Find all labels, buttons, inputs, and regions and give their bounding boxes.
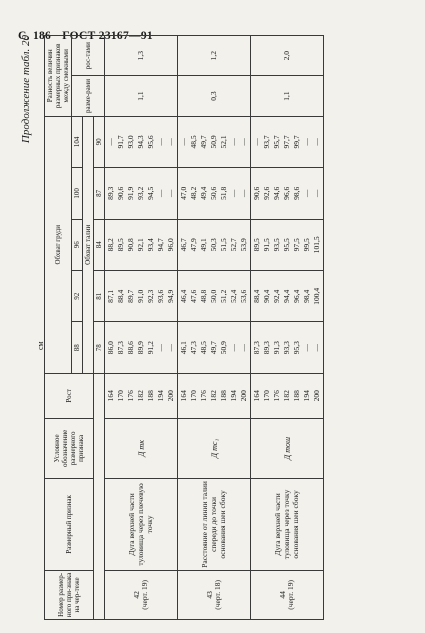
- measurement-value: —: [156, 138, 166, 146]
- height-value: 170: [189, 390, 199, 402]
- measurement-value: 93,0: [126, 135, 136, 149]
- standard-code: ГОСТ 23167—91: [62, 30, 153, 42]
- chest-92: 92: [72, 271, 83, 322]
- measurement-value: 93,3: [282, 341, 292, 355]
- measurement-value: 90,4: [262, 289, 272, 303]
- diff-height-value: 1,2: [208, 51, 218, 61]
- value-column-cell: [178, 116, 251, 167]
- col-header-diff: Разность величин размерных признаков между смежными: [45, 36, 72, 117]
- continuation-caption: Продолжение табл. 20: [20, 35, 32, 144]
- table-row: [251, 36, 324, 620]
- height-value: 188: [219, 390, 229, 402]
- table-row: [105, 36, 178, 620]
- diff-height-value: 2,0: [281, 51, 291, 61]
- row-number-cell: [251, 570, 324, 619]
- measurement-value: —: [312, 138, 322, 146]
- measurement-value: —: [156, 343, 166, 352]
- measurement-value: 87,1: [106, 289, 116, 303]
- measurement-value: 47,3: [189, 341, 199, 355]
- height-value: 200: [166, 390, 176, 402]
- row-drawing-ref: (черт. 19): [140, 580, 150, 610]
- measurement-value: 94,9: [166, 289, 176, 303]
- chest-100: 100: [72, 168, 83, 219]
- measurement-value: 91,2: [146, 341, 156, 355]
- feature-name: Расстояние от линии талии спереди до точки основания шеи сбоку: [200, 481, 227, 568]
- measurement-value: 91,9: [126, 186, 136, 200]
- row-number-cell: [178, 570, 251, 619]
- value-column-cell: [178, 271, 251, 322]
- measurement-value: 51,8: [219, 186, 229, 200]
- value-column-cell: [105, 168, 178, 219]
- diff-size-cell: [178, 76, 251, 116]
- height-value: 170: [116, 390, 126, 402]
- value-column-cell: [105, 116, 178, 167]
- measurement-value: 51,2: [219, 289, 229, 303]
- measurement-value: 48,5: [189, 135, 199, 149]
- measurement-value: —: [166, 138, 176, 146]
- measurement-value: 50,3: [209, 238, 219, 252]
- measurement-value: 51,5: [219, 238, 229, 252]
- measurement-value: —: [252, 138, 262, 146]
- measurement-value: —: [179, 138, 189, 146]
- measurement-value: 92,1: [136, 238, 146, 252]
- diff-size-value: 1,1: [281, 91, 291, 101]
- measurement-value: 47,6: [189, 289, 199, 303]
- measurement-value: 50,6: [209, 186, 219, 200]
- measurement-value: 90,6: [116, 186, 126, 200]
- measurement-value: 97,5: [292, 238, 302, 252]
- header-spacer: [94, 373, 105, 619]
- measurement-value: 86,0: [106, 341, 116, 355]
- measurement-value: 95,5: [282, 238, 292, 252]
- height-value: 188: [292, 390, 302, 402]
- measurement-value: 49,4: [199, 186, 209, 200]
- measurement-value: 88,4: [252, 289, 262, 303]
- diff-height-cell: [178, 36, 251, 76]
- diff-height-cell: [105, 36, 178, 76]
- height-value: 176: [272, 390, 282, 402]
- measurement-value: 99,5: [302, 238, 312, 252]
- height-list-cell: [105, 373, 178, 418]
- col-header-symbol: Условное обозначение размерного признака: [45, 418, 94, 478]
- measurement-value: 93,2: [136, 186, 146, 200]
- value-column-cell: [251, 322, 324, 373]
- measurement-value: 48,8: [199, 289, 209, 303]
- waist-84: 84: [94, 219, 105, 270]
- measurement-value: 52,4: [229, 289, 239, 303]
- feature-cell: [178, 479, 251, 571]
- col-header-diff-size: разме-рами: [72, 76, 105, 116]
- measurement-value: 101,5: [312, 236, 322, 254]
- height-value: 170: [262, 390, 272, 402]
- feature-name: Дуга верхней части туловища через плечевую точку: [127, 483, 154, 566]
- row-number: 44: [277, 591, 287, 599]
- measurement-value: 89,7: [126, 289, 136, 303]
- measurement-value: —: [302, 138, 312, 146]
- measurement-value: 52,1: [219, 135, 229, 149]
- measurement-table: [44, 35, 324, 620]
- measurement-value: —: [166, 189, 176, 198]
- diff-size-cell: [251, 76, 324, 116]
- feature-symbol: Д тош: [282, 436, 292, 460]
- measurement-value: 87,3: [252, 341, 262, 355]
- measurement-value: 91,5: [262, 238, 272, 252]
- unit-label: см: [36, 341, 45, 350]
- measurement-value: 88,6: [126, 341, 136, 355]
- measurement-value: —: [239, 189, 249, 198]
- measurement-value: —: [106, 138, 116, 146]
- measurement-value: —: [239, 343, 249, 352]
- measurement-value: 96,4: [292, 289, 302, 303]
- measurement-value: 94,6: [272, 186, 282, 200]
- measurement-value: 100,4: [312, 287, 322, 305]
- height-list-cell: [178, 373, 251, 418]
- col-header-num: Номер размер-ного при-знака на чер-теже: [45, 570, 94, 619]
- height-value: 182: [282, 390, 292, 402]
- height-value: 194: [156, 390, 166, 402]
- measurement-value: 93,7: [262, 135, 272, 149]
- value-column-cell: [105, 322, 178, 373]
- col-header-feature: Размерный признак: [45, 479, 94, 571]
- value-column-cell: [105, 219, 178, 270]
- col-header-waist-group: Обхват талии: [83, 116, 94, 373]
- measurement-value: 92,4: [272, 289, 282, 303]
- chest-104: 104: [72, 116, 83, 167]
- diff-size-value: 0,3: [208, 91, 218, 101]
- measurement-value: 89,5: [116, 238, 126, 252]
- measurement-value: 96,6: [282, 186, 292, 200]
- measurement-value: 49,7: [199, 135, 209, 149]
- measurement-value: 48,2: [189, 186, 199, 200]
- diff-size-value: 1,1: [135, 91, 145, 101]
- height-list-cell: [251, 373, 324, 418]
- diff-height-cell: [251, 36, 324, 76]
- measurement-value: —: [156, 189, 166, 198]
- value-column-cell: [178, 322, 251, 373]
- measurement-value: 98,6: [292, 186, 302, 200]
- value-column-cell: [251, 116, 324, 167]
- measurement-value: 53,6: [239, 289, 249, 303]
- height-value: 176: [199, 390, 209, 402]
- measurement-value: 94,5: [146, 186, 156, 200]
- value-column-cell: [251, 219, 324, 270]
- feature-cell: [251, 479, 324, 571]
- measurement-value: —: [166, 343, 176, 352]
- symbol-cell: [178, 418, 251, 478]
- page-number: С. 186: [18, 30, 52, 42]
- diff-size-cell: [105, 76, 178, 116]
- height-value: 164: [252, 390, 262, 402]
- height-value: 164: [179, 390, 189, 402]
- measurement-value: 52,7: [229, 238, 239, 252]
- measurement-value: 46,1: [179, 341, 189, 355]
- measurement-value: 91,0: [136, 289, 146, 303]
- measurement-value: 90,8: [126, 238, 136, 252]
- measurement-value: —: [229, 138, 239, 146]
- height-value: 188: [146, 390, 156, 402]
- col-header-diff-height: рос-тами: [72, 36, 105, 76]
- measurement-value: 50,9: [219, 341, 229, 355]
- row-drawing-ref: (черт. 19): [286, 580, 296, 610]
- measurement-value: 89,9: [136, 341, 146, 355]
- feature-name: Дуга верхней части туловища через точку основания шеи сбоку: [273, 489, 300, 560]
- waist-78: 78: [94, 322, 105, 373]
- measurement-value: 87,3: [116, 341, 126, 355]
- height-value: 194: [229, 390, 239, 402]
- feature-symbol: Д тк: [136, 440, 146, 457]
- diff-height-value: 1,3: [135, 51, 145, 61]
- measurement-value: 89,3: [262, 341, 272, 355]
- value-column-cell: [178, 168, 251, 219]
- measurement-value: 91,7: [116, 135, 126, 149]
- measurement-value: —: [229, 343, 239, 352]
- row-number: 43: [204, 591, 214, 599]
- height-value: 194: [302, 390, 312, 402]
- measurement-value: 99,7: [292, 135, 302, 149]
- measurement-value: 50,0: [209, 289, 219, 303]
- value-column-cell: [178, 219, 251, 270]
- chest-96: 96: [72, 219, 83, 270]
- col-header-chest-group: Обхват груди: [45, 116, 72, 373]
- measurement-value: 94,7: [156, 238, 166, 252]
- measurement-value: 48,5: [199, 341, 209, 355]
- height-value: 182: [136, 390, 146, 402]
- rotated-table-page: [20, 35, 405, 620]
- chest-88: 88: [72, 322, 83, 373]
- measurement-value: —: [302, 189, 312, 198]
- value-column-cell: [251, 168, 324, 219]
- measurement-value: 95,7: [272, 135, 282, 149]
- value-column-cell: [251, 271, 324, 322]
- height-value: 200: [312, 390, 322, 402]
- height-value: 164: [106, 390, 116, 402]
- measurement-value: —: [312, 189, 322, 198]
- measurement-value: 95,3: [292, 341, 302, 355]
- measurement-value: 95,6: [146, 135, 156, 149]
- measurement-value: 53,9: [239, 238, 249, 252]
- measurement-value: 88,2: [106, 238, 116, 252]
- height-value: 176: [126, 390, 136, 402]
- measurement-value: 93,6: [156, 289, 166, 303]
- measurement-value: 47,9: [189, 238, 199, 252]
- measurement-value: 94,3: [136, 135, 146, 149]
- waist-87: 87: [94, 168, 105, 219]
- measurement-value: 49,1: [199, 238, 209, 252]
- row-number-cell: [105, 570, 178, 619]
- measurement-value: 46,7: [179, 238, 189, 252]
- symbol-cell: [105, 418, 178, 478]
- measurement-value: 49,7: [209, 341, 219, 355]
- measurement-value: 88,4: [116, 289, 126, 303]
- measurement-value: 98,4: [302, 289, 312, 303]
- row-number: 42: [131, 591, 141, 599]
- measurement-value: 89,5: [252, 238, 262, 252]
- measurement-value: 47,0: [179, 186, 189, 200]
- waist-81: 81: [94, 271, 105, 322]
- col-header-height: Рост: [45, 373, 94, 418]
- measurement-value: 50,9: [209, 135, 219, 149]
- measurement-value: 93,5: [272, 238, 282, 252]
- height-value: 200: [239, 390, 249, 402]
- measurement-value: —: [229, 189, 239, 198]
- table-row: [178, 36, 251, 620]
- feature-cell: [105, 479, 178, 571]
- height-value: 182: [209, 390, 219, 402]
- measurement-value: 46,4: [179, 289, 189, 303]
- measurement-value: 92,3: [146, 289, 156, 303]
- measurement-value: 91,3: [272, 341, 282, 355]
- measurement-value: 97,7: [282, 135, 292, 149]
- waist-90: 90: [94, 116, 105, 167]
- feature-symbol: Д тс₁: [209, 438, 219, 458]
- measurement-value: 94,4: [282, 289, 292, 303]
- measurement-value: —: [312, 343, 322, 352]
- value-column-cell: [105, 271, 178, 322]
- measurement-value: 89,3: [106, 186, 116, 200]
- measurement-value: 96,0: [166, 238, 176, 252]
- measurement-value: 90,6: [252, 186, 262, 200]
- symbol-cell: [251, 418, 324, 478]
- measurement-value: —: [239, 138, 249, 146]
- measurement-value: 92,6: [262, 186, 272, 200]
- row-drawing-ref: (черт. 18): [213, 580, 223, 610]
- measurement-value: 93,4: [146, 238, 156, 252]
- measurement-value: —: [302, 343, 312, 352]
